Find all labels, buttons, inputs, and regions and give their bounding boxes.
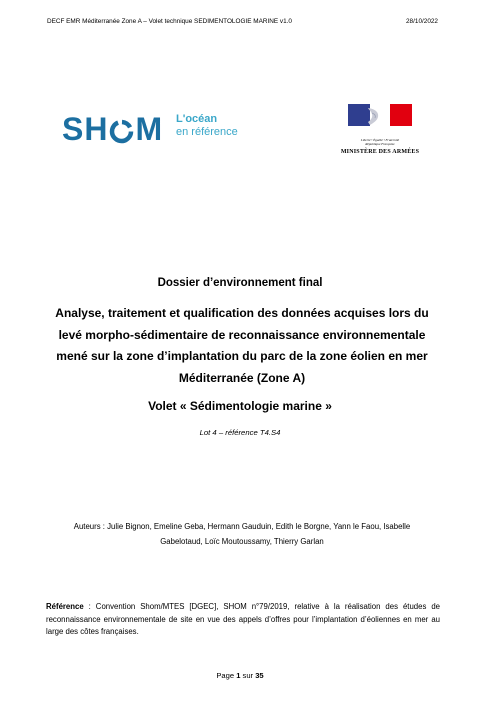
rf-motto: Liberté • Égalité • Fraternité xyxy=(360,138,400,142)
page-separator: sur xyxy=(240,671,256,680)
document-title: Analyse, traitement et qualification des données acquises lors du levé morpho-sédimentaire de reconnaissance environnementale mené sur la zone d’implantation du parc de la zone éolien en mer Méditerranée (Zone A) xyxy=(55,306,429,385)
shom-tagline-line2: en référence xyxy=(176,126,238,138)
authors: Auteurs : Julie Bignon, Emeline Geba, Hermann Gauduin, Edith le Borgne, Yann le Faou, Isabelle Gabelotaud, Loïc Moutoussamy, Thierry Garlan xyxy=(73,522,411,546)
shom-wordmark-right: M xyxy=(135,111,164,147)
shom-wordmark xyxy=(62,111,163,148)
header-date: 28/10/2022 xyxy=(406,18,438,25)
ministry-name: MINISTÈRE DES ARMÉES xyxy=(340,149,420,156)
shom-tagline-line1: L'océan xyxy=(176,113,218,125)
reference-paragraph xyxy=(46,601,440,639)
document-lot: Lot 4 – référence T4.S4 xyxy=(199,428,281,437)
reference-label: Référence xyxy=(46,602,84,611)
reference-text: : Convention Shom/MTES [DGEC], SHOM n°79/2019, relative à la réalisation des études de reconnaissance environnementale de site en vue des appels d’offres pour l’implantation d’éoliennes en mer au large des côtes françaises. xyxy=(46,602,440,636)
page-prefix: Page xyxy=(216,671,237,680)
document-volet: Volet « Sédimentologie marine » xyxy=(148,399,332,413)
shom-tagline xyxy=(176,113,238,139)
page-total: 35 xyxy=(255,671,264,680)
shom-wordmark-left: SH xyxy=(62,111,109,147)
shom-o-ring-icon xyxy=(109,119,134,144)
marianne-flag-icon xyxy=(348,104,412,138)
document-type: Dossier d’environnement final xyxy=(157,277,323,289)
page-current: 1 xyxy=(236,671,241,680)
rf-name: République Française xyxy=(365,142,395,147)
shom-logo xyxy=(62,103,262,151)
page-number xyxy=(0,671,480,680)
ministry-logo xyxy=(340,104,420,155)
header-document-title: DECF EMR Méditerranée Zone A – Volet technique SEDIMENTOLOGIE MARINE v1.0 xyxy=(47,18,292,25)
